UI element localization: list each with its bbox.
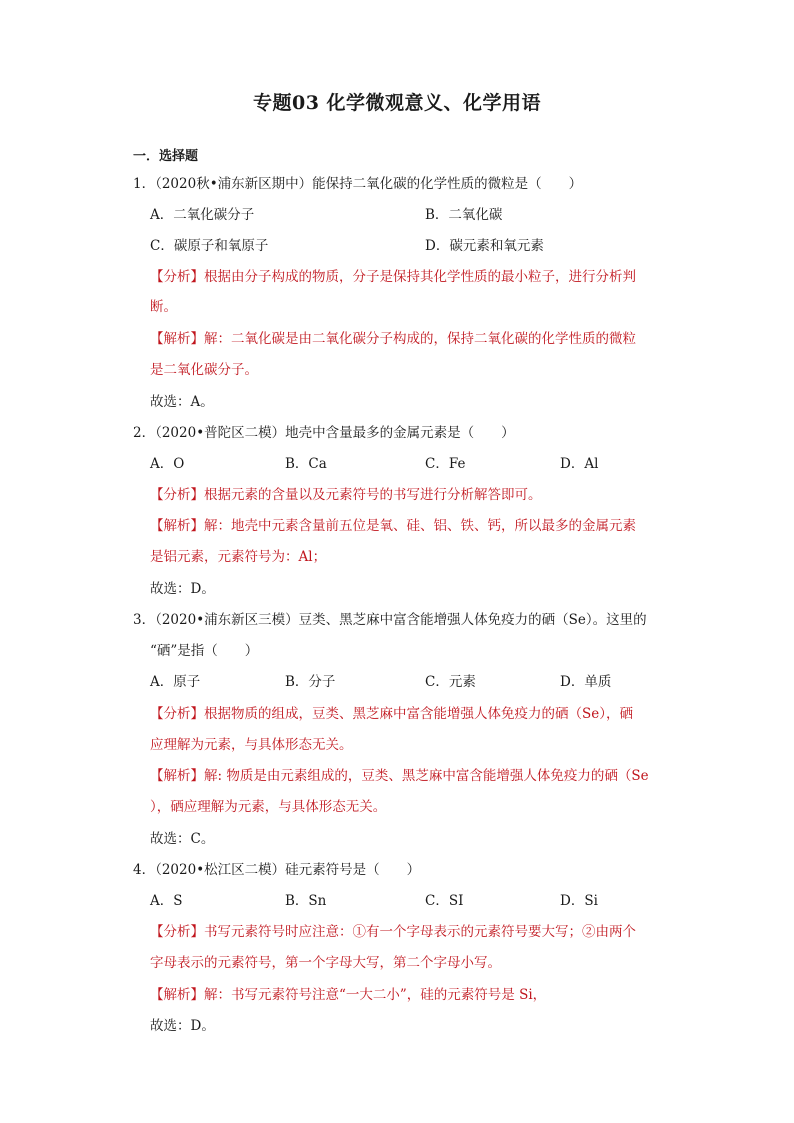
- q1-analysis-text-1: 根据由分子构成的物质，分子是保持其化学性质的最小粒子，进行分析判: [204, 269, 636, 285]
- q4-analysis-text-1: 书写元素符号时应注意：①有一个字母表示的元素符号要大写；②由两个: [204, 924, 636, 940]
- q4-option-b: B．Sn: [285, 893, 327, 909]
- q2-option-a: A．O: [150, 456, 185, 472]
- q3-option-d: D．单质: [560, 674, 612, 690]
- q2-answer: 故选：D。: [150, 581, 215, 597]
- q3-analysis: [150, 705, 633, 723]
- q2-option-c: C．Fe: [425, 456, 466, 472]
- q1-option-b: B．二氧化碳: [425, 207, 503, 223]
- q4-analysis: [150, 923, 636, 941]
- q2-analysis-tag: 【分析】: [150, 487, 204, 503]
- q1-option-a: A．二氧化碳分子: [150, 207, 255, 223]
- q4-analysis-tag: 【分析】: [150, 924, 204, 940]
- q1-analysis: [150, 268, 636, 286]
- q3-option-c: C．元素: [425, 674, 476, 690]
- q2-stem: 2．（2020•普陀区二模）地壳中含量最多的金属元素是（ ）: [133, 425, 515, 441]
- q4-stem: 4．（2020•松江区二模）硅元素符号是（ ）: [133, 862, 421, 878]
- q3-analysis-text-2: 应理解为元素，与具体形态无关。: [150, 737, 353, 753]
- q2-solution: [150, 517, 636, 535]
- q3-analysis-tag: 【分析】: [150, 706, 204, 722]
- q3-solution-tag: 【解析】: [150, 768, 204, 784]
- q1-solution-text-2: 是二氧化碳分子。: [150, 362, 258, 378]
- q1-solution: [150, 330, 636, 348]
- q3-analysis-text-1: 根据物质的组成，豆类、黑芝麻中富含能增强人体免疫力的硒（Se），硒: [204, 706, 633, 722]
- q4-option-c: C．SI: [425, 893, 464, 909]
- q4-solution-tag: 【解析】: [150, 987, 204, 1003]
- q3-answer: 故选：C。: [150, 831, 215, 847]
- q3-solution-text-1: 解: 物质是由元素组成的，豆类、黑芝麻中富含能增强人体免疫力的硒（Se: [204, 768, 649, 784]
- q4-answer: 故选：D。: [150, 1018, 215, 1034]
- q1-stem: 1．（2020秋•浦东新区期中）能保持二氧化碳的化学性质的微粒是（ ）: [133, 176, 583, 192]
- q4-analysis-text-2: 字母表示的元素符号，第一个字母大写，第二个字母小写。: [150, 955, 501, 971]
- q2-analysis: [150, 486, 542, 504]
- q2-option-b: B．Ca: [285, 456, 327, 472]
- q1-analysis-tag: 【分析】: [150, 269, 204, 285]
- q4-solution-text-1: 解：书写元素符号注意“一大二小”，硅的元素符号是 Si，: [204, 987, 547, 1003]
- page-title: 专题03 化学微观意义、化学用语: [252, 92, 542, 114]
- q2-option-d: D．Al: [560, 456, 599, 472]
- q3-stem-1: 3．（2020•浦东新区三模）豆类、黑芝麻中富含能增强人体免疫力的硒（Se）。这里的: [133, 612, 647, 628]
- q3-option-a: A．原子: [150, 674, 201, 690]
- q3-stem-2: “硒”是指（ ）: [150, 643, 259, 659]
- q4-option-d: D．Si: [560, 893, 598, 909]
- q2-solution-text-2: 是铝元素，元素符号为：Al；: [150, 549, 327, 565]
- section-heading: 一．选择题: [133, 149, 199, 164]
- q1-answer: 故选：A。: [150, 394, 214, 410]
- q4-option-a: A．S: [150, 893, 183, 909]
- q1-analysis-text-2: 断。: [150, 299, 177, 315]
- q4-solution: [150, 986, 546, 1004]
- q1-option-d: D．碳元素和氧元素: [425, 238, 544, 254]
- q2-solution-tag: 【解析】: [150, 518, 204, 534]
- q1-option-c: C．碳原子和氧原子: [150, 238, 269, 254]
- q3-solution: [150, 767, 649, 785]
- q3-option-b: B．分子: [285, 674, 336, 690]
- q2-solution-text-1: 解：地壳中元素含量前五位是氧、硅、铝、铁、钙，所以最多的金属元素: [204, 518, 636, 534]
- q2-analysis-text-1: 根据元素的含量以及元素符号的书写进行分析解答即可。: [204, 487, 542, 503]
- q1-solution-text-1: 解：二氧化碳是由二氧化碳分子构成的，保持二氧化碳的化学性质的微粒: [204, 331, 636, 347]
- q1-solution-tag: 【解析】: [150, 331, 204, 347]
- q3-solution-text-2: ），硒应理解为元素，与具体形态无关。: [150, 799, 387, 815]
